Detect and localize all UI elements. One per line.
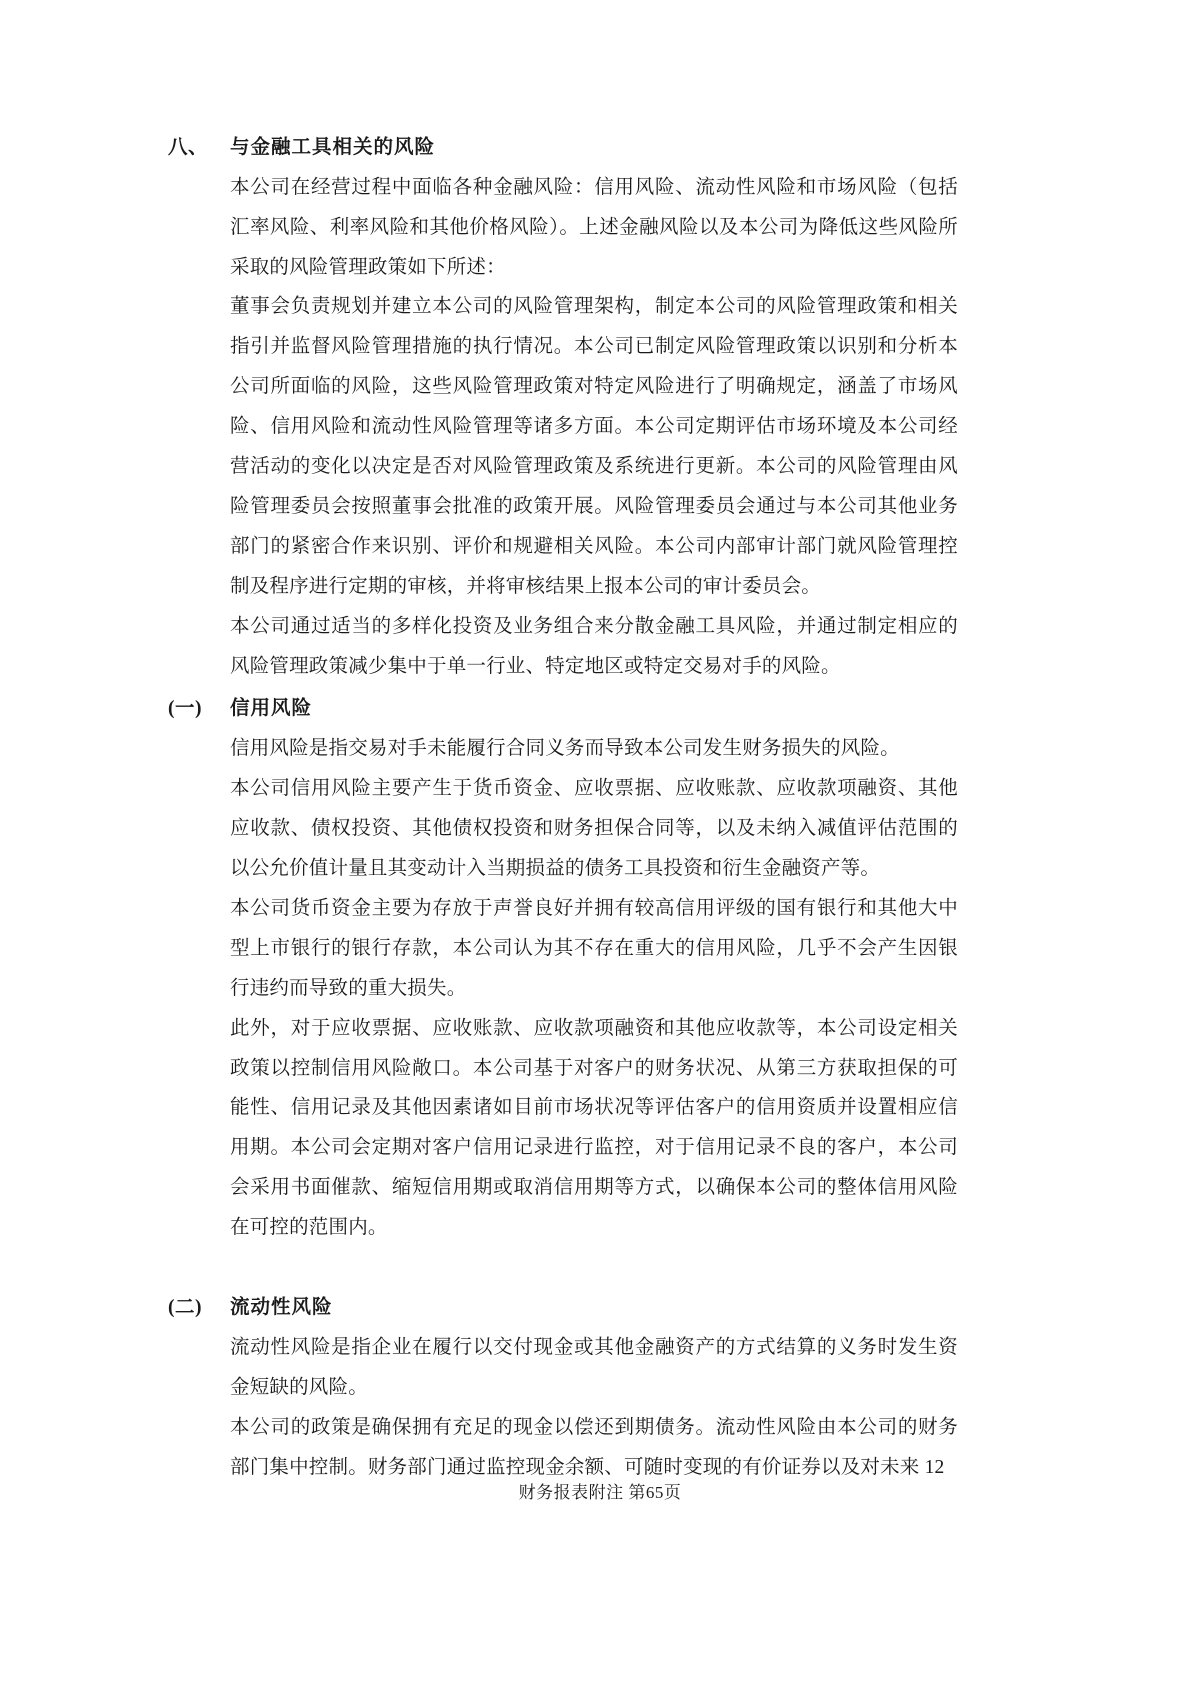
subsection-body-credit-risk: [230, 729, 958, 1249]
paragraph: 信用风险是指交易对手未能履行合同义务而导致本公司发生财务损失的风险。: [230, 737, 900, 759]
section-heading: [168, 132, 958, 164]
subsection-title: 流动性风险: [230, 1297, 333, 1319]
subsection-heading-liquidity-risk: [168, 1292, 958, 1324]
paragraph: 本公司信用风险主要产生于货币资金、应收票据、应收账款、应收款项融资、其他应收款、债权投资、其他债权投资和财务担保合同等，以及未纳入减值评估范围的以公允价值计量且其变动计入当期损益的债务工具投资和衍生金融资产等。: [230, 777, 958, 879]
section-body: [230, 168, 958, 688]
section-title: 与金融工具相关的风险: [230, 137, 436, 158]
page-content: [168, 132, 958, 1488]
subsection-number: (二): [168, 1297, 202, 1319]
section-number: 八、: [168, 137, 209, 158]
subsection-heading-credit-risk: [168, 693, 958, 725]
subsection-number: (一): [168, 698, 202, 720]
paragraph: 本公司通过适当的多样化投资及业务组合来分散金融工具风险，并通过制定相应的风险管理政策减少集中于单一行业、特定地区或特定交易对手的风险。: [230, 616, 958, 678]
paragraph: 流动性风险是指企业在履行以交付现金或其他金融资产的方式结算的义务时发生资金短缺的风险。: [230, 1336, 958, 1398]
paragraph: 本公司的政策是确保拥有充足的现金以偿还到期债务。流动性风险由本公司的财务部门集中控制。财务部门通过监控现金余额、可随时变现的有价证券以及对未来 12: [230, 1416, 958, 1478]
page-footer: 财务报表附注 第65页: [518, 1483, 682, 1502]
spacer: [168, 1248, 958, 1292]
subsection-body-liquidity-risk: [230, 1328, 958, 1488]
paragraph: 本公司货币资金主要为存放于声誉良好并拥有较高信用评级的国有银行和其他大中型上市银行的银行存款，本公司认为其不存在重大的信用风险，几乎不会产生因银行违约而导致的重大损失。: [230, 897, 958, 999]
subsection-title: 信用风险: [230, 698, 313, 720]
paragraph: 董事会负责规划并建立本公司的风险管理架构，制定本公司的风险管理政策和相关指引并监督风险管理措施的执行情况。本公司已制定风险管理政策以识别和分析本公司所面临的风险，这些风险管理政策对特定风险进行了明确规定，涵盖了市场风险、信用风险和流动性风险管理等诸多方面。本公司定期评估市场环境及本公司经营活动的变化以决定是否对风险管理政策及系统进行更新。本公司的风险管理由风险管理委员会按照董事会批准的政策开展。风险管理委员会通过与本公司其他业务部门的紧密合作来识别、评价和规避相关风险。本公司内部审计部门就风险管理控制及程序进行定期的审核，并将审核结果上报本公司的审计委员会。: [230, 296, 958, 598]
paragraph: 此外，对于应收票据、应收账款、应收款项融资和其他应收款等，本公司设定相关政策以控制信用风险敞口。本公司基于对客户的财务状况、从第三方获取担保的可能性、信用记录及其他因素诸如目前市场状况等评估客户的信用资质并设置相应信用期。本公司会定期对客户信用记录进行监控，对于信用记录不良的客户，本公司会采用书面催款、缩短信用期或取消信用期等方式，以确保本公司的整体信用风险在可控的范围内。: [230, 1017, 958, 1239]
paragraph: 本公司在经营过程中面临各种金融风险：信用风险、流动性风险和市场风险（包括汇率风险、利率风险和其他价格风险）。上述金融风险以及本公司为降低这些风险所采取的风险管理政策如下所述：: [230, 176, 958, 278]
